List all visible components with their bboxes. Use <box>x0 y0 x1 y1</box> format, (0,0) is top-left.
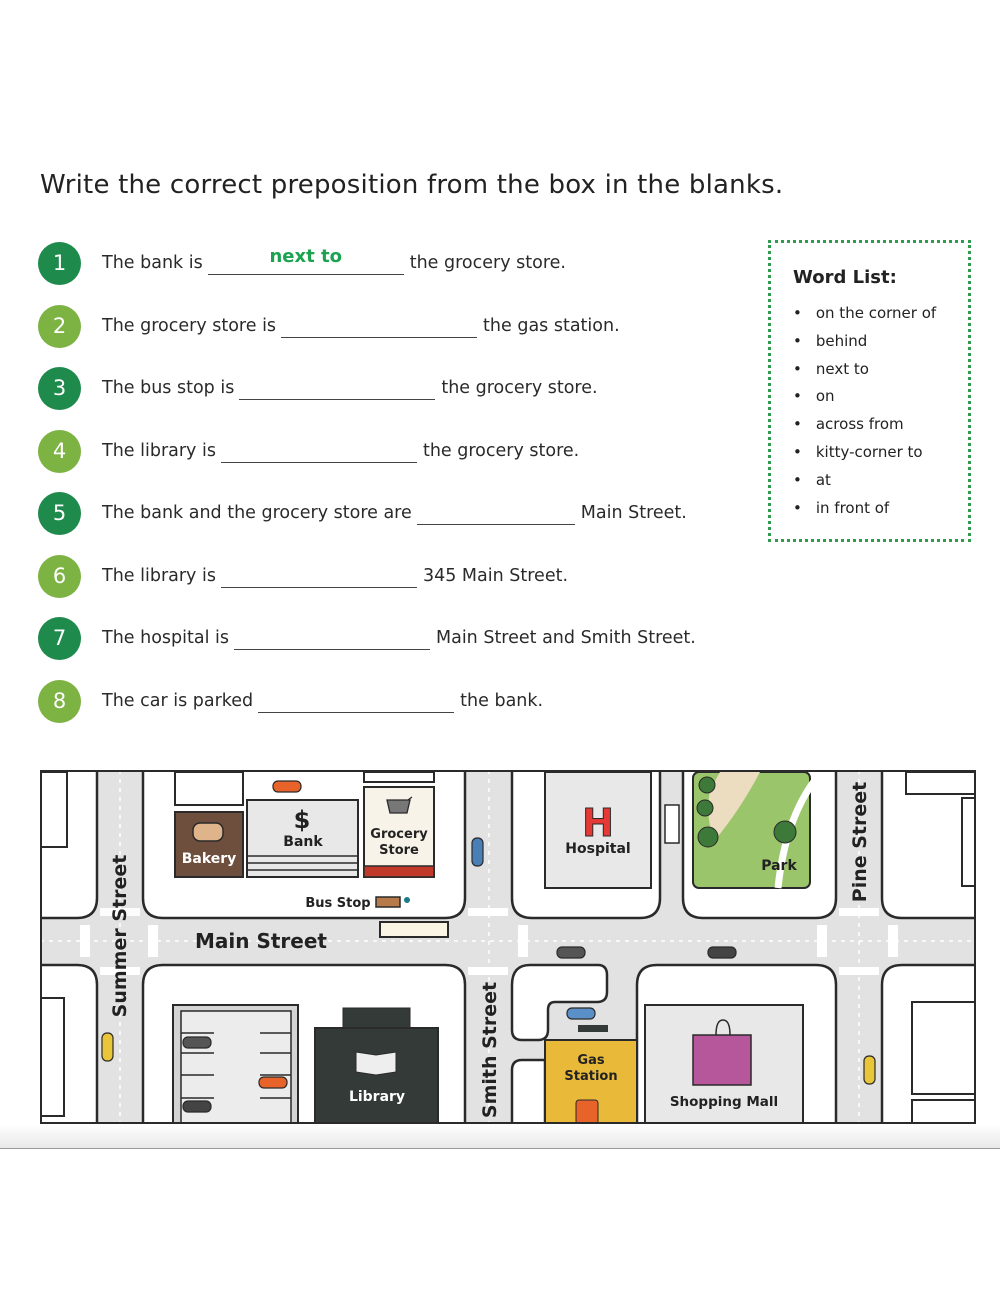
grocery-label-line1: Grocery <box>370 827 428 842</box>
question-number: 4 <box>38 430 81 473</box>
bus-stop-sign-icon <box>404 897 410 903</box>
hospital-h-icon: H <box>582 801 614 845</box>
bakery <box>175 812 243 877</box>
park-label: Park <box>761 858 797 874</box>
car-icon <box>183 1101 211 1112</box>
word-list-item: • on the corner of <box>793 304 968 332</box>
pine-street-label: Pine Street <box>849 781 871 903</box>
shopping-mall <box>645 1005 803 1124</box>
question-6 <box>38 554 568 598</box>
dollar-icon: $ <box>293 806 311 834</box>
hospital-label: Hospital <box>565 841 631 857</box>
question-text-after: the grocery store. <box>409 253 566 273</box>
answer-blank-8[interactable] <box>258 690 454 713</box>
shopping-bag-icon <box>693 1035 751 1085</box>
question-number: 2 <box>38 305 81 348</box>
question-number: 6 <box>38 555 81 598</box>
main-street-label: Main Street <box>195 929 327 953</box>
word-list-item: • at <box>793 471 968 499</box>
bread-icon <box>193 823 223 841</box>
library-label: Library <box>348 1089 406 1105</box>
question-text-after: Main Street. <box>580 503 687 523</box>
bank <box>247 800 358 877</box>
gas-station <box>545 1040 637 1124</box>
smith-street-label: Smith Street <box>479 981 501 1119</box>
question-text-after: 345 Main Street. <box>422 566 569 586</box>
town-map <box>40 770 976 1124</box>
answer-blank-4[interactable] <box>221 440 417 463</box>
book-icon <box>356 1052 396 1075</box>
word-list-box <box>768 240 971 542</box>
bus-stop-label: Bus Stop <box>305 896 371 911</box>
question-3 <box>38 366 598 410</box>
question-7 <box>38 616 696 660</box>
car-icon <box>567 1008 595 1019</box>
word-list-item: • across from <box>793 415 968 443</box>
question-text-after: Main Street and Smith Street. <box>436 628 696 648</box>
question-text-before: The bank is <box>102 253 203 273</box>
word-list-item: • kitty-corner to <box>793 443 968 471</box>
word-list-item: • in front of <box>793 499 968 527</box>
question-text-before: The grocery store is <box>102 316 277 336</box>
question-text-after: the grocery store. <box>422 441 580 461</box>
page-shadow <box>0 1124 1000 1148</box>
word-list-item: • behind <box>793 332 968 360</box>
question-1 <box>38 241 566 285</box>
question-number: 3 <box>38 367 81 410</box>
question-number: 7 <box>38 617 81 660</box>
question-2 <box>38 304 620 348</box>
bench-icon <box>376 897 400 907</box>
question-8 <box>38 679 543 723</box>
answer-blank-6[interactable] <box>221 565 417 588</box>
question-5 <box>38 491 687 535</box>
question-text-before: The car is parked <box>102 691 254 711</box>
grocery-label-line2: Store <box>379 843 419 858</box>
gas-label-line1: Gas <box>577 1053 605 1068</box>
bank-label: Bank <box>283 834 323 850</box>
answer-blank-7[interactable] <box>234 627 430 650</box>
question-text-after: the gas station. <box>483 316 620 336</box>
word-list-item: • on <box>793 387 968 415</box>
question-text-before: The bank and the grocery store are <box>102 503 412 523</box>
page-divider <box>0 1148 1000 1149</box>
pump-island <box>578 1025 608 1032</box>
bakery-label: Bakery <box>181 851 237 867</box>
question-text-after: the bank. <box>460 691 544 711</box>
car-icon <box>273 781 301 792</box>
grocery-store <box>364 787 434 877</box>
word-list-heading: Word List: <box>793 267 897 288</box>
word-list <box>793 304 968 526</box>
question-text-before: The hospital is <box>102 628 229 648</box>
answer-blank-1[interactable] <box>208 245 404 275</box>
question-text-before: The library is <box>102 441 216 461</box>
car-icon <box>472 838 483 866</box>
car-icon <box>708 947 736 958</box>
question-text-before: The bus stop is <box>102 378 235 398</box>
instructions-title: Write the correct preposition from the box in the blanks. <box>40 170 784 200</box>
car-icon <box>557 947 585 958</box>
car-icon <box>183 1037 211 1048</box>
car-icon <box>864 1056 875 1084</box>
question-number: 8 <box>38 680 81 723</box>
question-number: 1 <box>38 242 81 285</box>
answer-blank-5[interactable] <box>417 502 575 525</box>
gas-can-icon <box>576 1100 598 1124</box>
park <box>693 772 815 888</box>
answer-blank-2[interactable] <box>281 315 477 338</box>
gas-label-line2: Station <box>564 1069 618 1084</box>
truck-icon <box>665 805 679 843</box>
summer-street-label: Summer Street <box>109 854 131 1018</box>
bus-icon <box>380 922 448 937</box>
hospital <box>545 772 651 888</box>
car-icon <box>259 1077 287 1088</box>
car-icon <box>102 1033 113 1061</box>
question-number: 5 <box>38 492 81 535</box>
question-text-before: The library is <box>102 566 216 586</box>
answer-text: next to <box>269 245 342 267</box>
question-text-after: the grocery store. <box>441 378 598 398</box>
answer-blank-3[interactable] <box>239 377 435 400</box>
word-list-item: • next to <box>793 360 968 388</box>
question-4 <box>38 429 579 473</box>
shopping-mall-label: Shopping Mall <box>669 1094 779 1110</box>
